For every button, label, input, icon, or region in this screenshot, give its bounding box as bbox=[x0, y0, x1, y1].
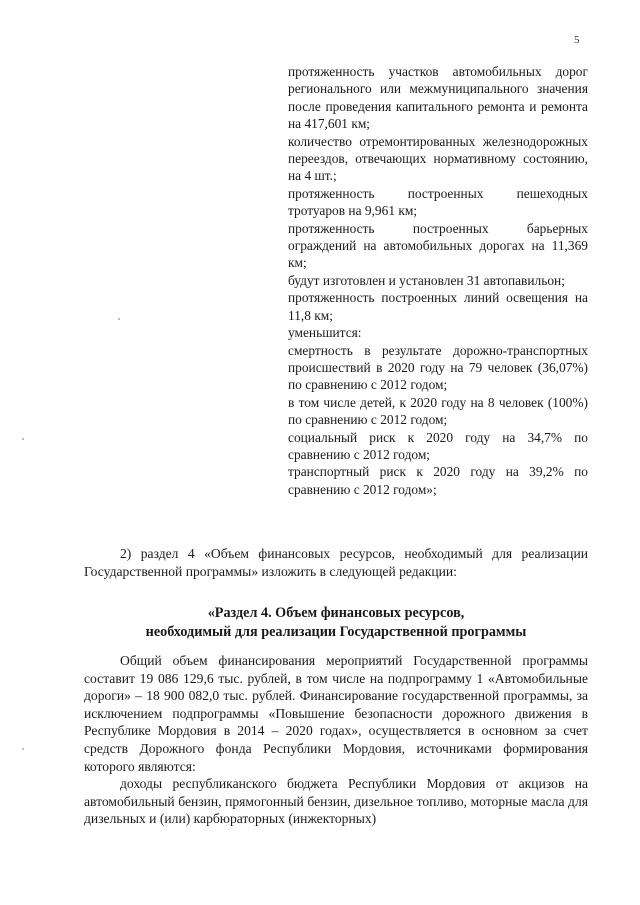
amendment-paragraph: 2) раздел 4 «Объем финансовых ресурсов, необходимый для реализации Государственной программы» изложить в следующей редакции: bbox=[84, 546, 588, 579]
scan-speck bbox=[22, 748, 24, 750]
list-item: протяженность участков автомобильных дорог регионального или межмуниципального значения после проведения капитального ремонта и ремонта на 417,601 км; bbox=[288, 64, 588, 132]
list-item: протяженность построенных линий освещения на 11,8 км; bbox=[288, 290, 588, 323]
list-item: уменьшится: bbox=[288, 325, 362, 341]
body-paragraph-1: Общий объем финансирования мероприятий Государственной программы составит 19 086 129,6 тыс. рублей, в том числе на подпрограмму 1 «Автомобильные дороги» – 18 900 082,0 тыс. рублей. Финансирование государственной программы, за исключением подпрограммы «Повышение безопасности дорожного движения в Республике Мордовия в 2014 – 2020 годах», осуществляется в основном за счет средств Дорожного фонда Республики Мордовия, источниками формирования которого являются: bbox=[84, 653, 588, 774]
list-item: будут изготовлен и установлен 31 автопавильон; bbox=[288, 272, 565, 288]
section-heading bbox=[84, 604, 588, 641]
section-heading-line-1: «Раздел 4. Объем финансовых ресурсов, bbox=[207, 605, 465, 621]
list-item: смертность в результате дорожно-транспортных происшествий в 2020 году на 79 человек (36,07%) по сравнению с 2012 годом; bbox=[288, 342, 588, 393]
body-paragraph-2: доходы республиканского бюджета Республики Мордовия от акцизов на автомобильный бензин, прямогонный бензин, дизельное топливо, моторные масла для дизельных и (или) карбюраторных (инжекторных) bbox=[84, 776, 588, 827]
results-list bbox=[288, 63, 588, 498]
list-item: в том числе детей, к 2020 году на 8 человек (100%) по сравнению с 2012 годом; bbox=[288, 394, 588, 428]
scan-speck bbox=[22, 438, 24, 440]
list-item: протяженность построенных пешеходных тротуаров на 9,961 км; bbox=[288, 185, 588, 219]
body-text bbox=[84, 652, 588, 828]
list-item: транспортный риск к 2020 году на 39,2% по сравнению с 2012 годом»; bbox=[288, 464, 588, 497]
section-heading-line-2: необходимый для реализации Государственной программы bbox=[145, 623, 527, 640]
amendment-paragraph-block bbox=[84, 545, 588, 580]
list-item: протяженность построенных барьерных ограждений на автомобильных дорогах на 11,369 км; bbox=[288, 220, 588, 271]
page-number: 5 bbox=[574, 34, 580, 46]
list-item: социальный риск к 2020 году на 34,7% по сравнению с 2012 годом; bbox=[288, 429, 588, 462]
list-item: количество отремонтированных железнодорожных переездов, отвечающих нормативному состоянию, на 4 шт.; bbox=[288, 133, 588, 184]
scan-speck bbox=[118, 318, 120, 320]
